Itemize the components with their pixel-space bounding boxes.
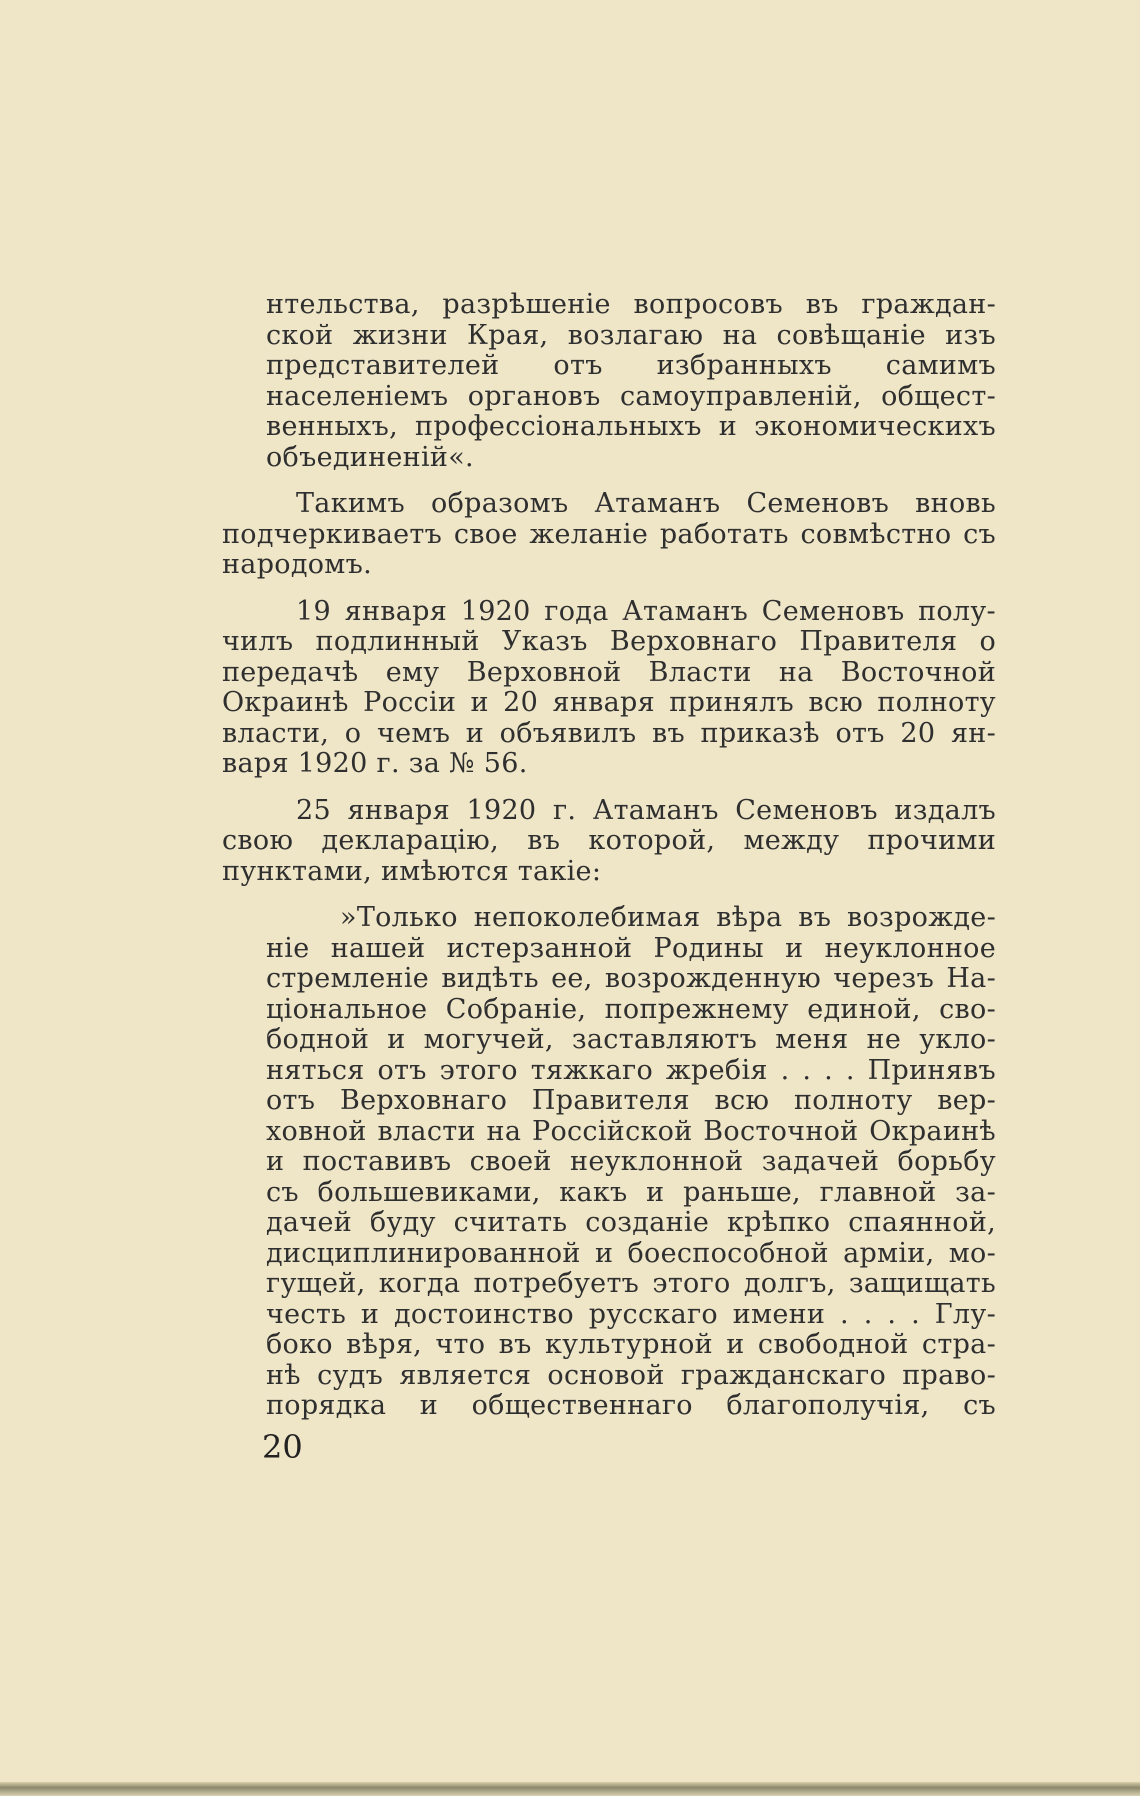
page-bottom-edge bbox=[0, 1782, 1140, 1796]
text-line: гущей, когда потребуетъ этого долгъ, защищать bbox=[266, 1269, 996, 1299]
text-line: Окраинѣ Россіи и 20 января принялъ всю полноту bbox=[222, 688, 996, 718]
text-line: и поставивъ своей неуклонной задачей борьбу bbox=[266, 1147, 996, 1177]
text-line: ховной власти на Россійской Восточной Окраинѣ bbox=[266, 1116, 996, 1147]
text-line: нѣ судъ является основой гражданскаго право- bbox=[266, 1360, 996, 1391]
text-line: объединеній«. bbox=[266, 442, 474, 473]
text-line: »Только непоколебимая вѣра въ возрожде- bbox=[340, 903, 996, 933]
text-line: пунктами, имѣются такіе: bbox=[222, 856, 602, 887]
text-line: бодной и могучей, заставляютъ меня не укло- bbox=[266, 1025, 996, 1055]
text-line: отъ Верховнаго Правителя всю полноту вер- bbox=[266, 1086, 996, 1116]
text-line: населеніемъ органовъ самоуправленій, общест- bbox=[266, 381, 996, 412]
text-line: власти, о чемъ и объявилъ въ приказѣ отъ 20 ян- bbox=[222, 718, 996, 749]
text-line: стремленіе видѣть ее, возрожденную черезъ На- bbox=[266, 964, 996, 994]
text-line: боко вѣря, что въ культурной и свободной стра- bbox=[266, 1330, 996, 1360]
text-line: чилъ подлинный Указъ Верховнаго Правителя о bbox=[222, 627, 996, 657]
text-line: нтельства, разрѣшеніе вопросовъ въ граждан- bbox=[266, 290, 996, 320]
text-line: ской жизни Края, возлагаю на совѣщаніе изъ bbox=[266, 320, 996, 351]
paragraph-semenov-emphasis bbox=[222, 489, 996, 581]
text-line: порядка и общественнаго благополучія, съ bbox=[266, 1391, 996, 1421]
text-line: Такимъ образомъ Атаманъ Семеновъ вновь bbox=[296, 489, 996, 519]
text-line: съ большевиками, какъ и раньше, главной за- bbox=[266, 1177, 996, 1208]
text-line: ніе нашей истерзанной Родины и неуклонное bbox=[266, 933, 996, 964]
text-line: няться отъ этого тяжкаго жребія . . . . Принявъ bbox=[266, 1055, 996, 1086]
text-line: 25 января 1920 г. Атаманъ Семеновъ издалъ bbox=[296, 795, 996, 826]
text-line: подчеркиваетъ свое желаніе работать совмѣстно съ bbox=[222, 519, 996, 550]
text-line: честь и достоинство русскаго имени . . . . Глу- bbox=[266, 1299, 996, 1330]
text-line: 19 января 1920 года Атаманъ Семеновъ полу- bbox=[296, 596, 996, 627]
body-text bbox=[222, 290, 996, 1438]
text-line: варя 1920 г. за № 56. bbox=[222, 749, 528, 779]
paragraph-january-19 bbox=[222, 597, 996, 780]
paragraph-continuation bbox=[266, 290, 996, 473]
text-line: представителей отъ избранныхъ самимъ bbox=[266, 351, 996, 381]
text-line: венныхъ, профессіональныхъ и экономическихъ bbox=[266, 412, 996, 442]
text-line: передачѣ ему Верховной Власти на Восточной bbox=[222, 657, 996, 688]
text-line: народомъ. bbox=[222, 550, 372, 580]
text-line: дисциплинированной и боеспособной арміи, мо- bbox=[266, 1238, 996, 1269]
page-number: 20 bbox=[262, 1428, 303, 1466]
text-line: ціональное Собраніе, попрежнему единой, сво- bbox=[266, 994, 996, 1025]
declaration-quote bbox=[266, 903, 996, 1422]
text-line: свою декларацію, въ которой, между прочими bbox=[222, 826, 996, 856]
paragraph-january-25 bbox=[222, 796, 996, 888]
text-line: дачей буду считать созданіе крѣпко спаянной, bbox=[266, 1208, 996, 1238]
